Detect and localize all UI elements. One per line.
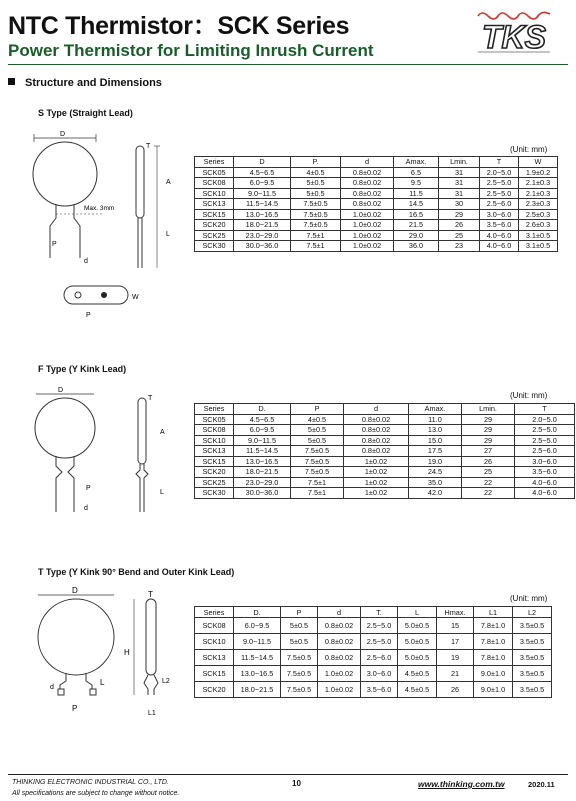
table-header-cell: Series — [195, 157, 234, 168]
s-dim-small-d-label: d — [84, 258, 88, 265]
table-cell: 3.0~6.0 — [361, 666, 398, 682]
table-cell: 6.0~9.5 — [234, 425, 291, 436]
table-cell: 1±0.02 — [344, 456, 409, 467]
table-cell: 5±0.5 — [291, 188, 341, 199]
table-cell: SCK25 — [195, 477, 234, 488]
table-row — [195, 230, 558, 241]
table-cell: 7.5±1 — [291, 477, 344, 488]
table-cell: 2.5~5.0 — [480, 178, 519, 189]
table-cell: 26 — [437, 682, 474, 698]
table-cell: SCK10 — [195, 435, 234, 446]
table-cell: 3.5±0.5 — [513, 650, 552, 666]
table-cell: 5.0±0.5 — [398, 634, 437, 650]
table-header-cell: L — [398, 607, 437, 618]
table-row — [195, 209, 558, 220]
table-header-cell: T — [515, 404, 575, 415]
section-heading-text: Structure and Dimensions — [25, 77, 162, 89]
t-dim-t-label: T — [148, 590, 153, 599]
t-type-table — [194, 606, 552, 698]
footer-date: 2020.11 — [528, 780, 555, 789]
table-cell: SCK15 — [195, 209, 234, 220]
table-cell: 1.0±0.02 — [318, 666, 361, 682]
table-cell: SCK08 — [195, 178, 234, 189]
table-cell: SCK13 — [195, 199, 234, 210]
table-header-row — [195, 157, 558, 168]
table-cell: 17 — [437, 634, 474, 650]
table-cell: 4±0.5 — [291, 414, 344, 425]
table-cell: SCK10 — [195, 188, 234, 199]
table-header-cell: Lmin. — [439, 157, 480, 168]
table-cell: 21 — [437, 666, 474, 682]
table-cell: 0.8±0.02 — [344, 435, 409, 446]
table-cell: 13.0~16.5 — [234, 209, 291, 220]
table-header-cell: Amax. — [409, 404, 462, 415]
table-cell: 7.8±1.0 — [474, 634, 513, 650]
f-dim-small-d-label: d — [84, 505, 88, 512]
table-cell: 4.5~6.5 — [234, 414, 291, 425]
table-cell: 27 — [462, 446, 515, 457]
f-type-unit: (Unit: mm) — [510, 391, 548, 400]
table-cell: 5.0±0.5 — [398, 650, 437, 666]
table-cell: SCK10 — [195, 634, 234, 650]
t-dim-small-d-label: d — [50, 684, 54, 691]
table-cell: 3.1±0.5 — [519, 241, 558, 252]
table-row — [195, 634, 552, 650]
table-cell: SCK15 — [195, 456, 234, 467]
table-cell: 4.0~6.0 — [515, 477, 575, 488]
table-header-cell: d — [344, 404, 409, 415]
table-cell: 3.5±0.5 — [513, 618, 552, 634]
table-cell: 9.0±1.0 — [474, 666, 513, 682]
table-cell: SCK20 — [195, 220, 234, 231]
footer-note: All specifications are subject to change without notice. — [12, 790, 180, 797]
table-cell: 2.5~6.0 — [480, 199, 519, 210]
bullet-square-icon — [8, 78, 15, 85]
table-cell: 30.0~36.0 — [234, 488, 291, 499]
table-cell: SCK13 — [195, 446, 234, 457]
t-dim-l-label: L — [100, 678, 105, 687]
table-cell: 29 — [462, 435, 515, 446]
table-header-cell: P — [281, 607, 318, 618]
s-dim-p2-label: P — [86, 312, 91, 319]
f-type-table-wrap — [194, 403, 575, 499]
table-cell: 7.5±1 — [291, 488, 344, 499]
section-heading — [8, 77, 162, 89]
table-header-cell: Series — [195, 607, 234, 618]
table-cell: 16.5 — [394, 209, 439, 220]
table-cell: 1.0±0.02 — [341, 241, 394, 252]
f-type-drawing — [28, 384, 188, 529]
table-cell: 0.8±0.02 — [341, 199, 394, 210]
table-cell: SCK30 — [195, 241, 234, 252]
table-row — [195, 456, 575, 467]
f-dim-p-label: P — [86, 485, 91, 492]
footer-website-link[interactable]: www.thinking.com.tw — [418, 779, 505, 789]
s-dim-p-label: P — [52, 241, 57, 248]
table-header-cell: T. — [361, 607, 398, 618]
table-cell: SCK20 — [195, 682, 234, 698]
table-cell: 4±0.5 — [291, 167, 341, 178]
table-cell: 4.0~6.0 — [480, 230, 519, 241]
table-header-cell: Amax. — [394, 157, 439, 168]
table-cell: 7.5±0.5 — [291, 199, 341, 210]
table-row — [195, 425, 575, 436]
table-cell: 3.5±0.5 — [513, 634, 552, 650]
table-cell: 29.0 — [394, 230, 439, 241]
table-cell: 26 — [462, 456, 515, 467]
table-cell: 35.0 — [409, 477, 462, 488]
table-cell: 22 — [462, 477, 515, 488]
table-row — [195, 618, 552, 634]
table-cell: 36.0 — [394, 241, 439, 252]
footer-company: THINKING ELECTRONIC INDUSTRIAL CO., LTD. — [12, 779, 169, 786]
table-cell: 0.8±0.02 — [341, 178, 394, 189]
t-type-table-wrap — [194, 606, 552, 698]
table-cell: 9.0~11.5 — [234, 188, 291, 199]
table-row — [195, 488, 575, 499]
table-header-cell: P. — [291, 157, 341, 168]
table-cell: 4.5±0.5 — [398, 666, 437, 682]
table-cell: 29 — [462, 425, 515, 436]
table-cell: 15 — [437, 618, 474, 634]
table-cell: 7.5±0.5 — [281, 666, 318, 682]
table-cell: 0.8±0.02 — [318, 634, 361, 650]
f-dim-l-label: L — [160, 489, 164, 496]
table-cell: 0.8±0.02 — [344, 446, 409, 457]
t-dim-l2-label: L2 — [162, 678, 170, 685]
table-header-cell: Hmax. — [437, 607, 474, 618]
table-cell: 2.0~5.0 — [515, 414, 575, 425]
table-header-cell: Series — [195, 404, 234, 415]
table-cell: 1±0.02 — [344, 467, 409, 478]
table-header-cell: P — [291, 404, 344, 415]
s-dim-l-label: L — [166, 231, 170, 238]
page-subtitle: Power Thermistor for Limiting Inrush Current — [8, 41, 374, 60]
table-row — [195, 178, 558, 189]
table-cell: 11.5~14.5 — [234, 199, 291, 210]
table-header-cell: D — [234, 157, 291, 168]
table-cell: 29 — [462, 414, 515, 425]
table-cell: 21.5 — [394, 220, 439, 231]
table-cell: 31 — [439, 167, 480, 178]
table-cell: 4.0~6.0 — [480, 241, 519, 252]
table-cell: 2.6±0.3 — [519, 220, 558, 231]
table-cell: 25 — [439, 230, 480, 241]
f-dim-a-label: A — [160, 429, 165, 436]
table-cell: SCK05 — [195, 167, 234, 178]
table-cell: 3.5~6.0 — [361, 682, 398, 698]
table-cell: 2.5~5.0 — [361, 618, 398, 634]
table-header-cell: L2 — [513, 607, 552, 618]
table-cell: 1.0±0.02 — [341, 209, 394, 220]
table-cell: 11.5 — [394, 188, 439, 199]
table-cell: 3.0~6.0 — [480, 209, 519, 220]
table-cell: SCK08 — [195, 425, 234, 436]
table-cell: SCK25 — [195, 230, 234, 241]
table-cell: 3.1±0.5 — [519, 230, 558, 241]
table-cell: 5±0.5 — [281, 618, 318, 634]
s-type-drawing — [28, 128, 198, 343]
table-cell: 13.0 — [409, 425, 462, 436]
table-header-cell: d — [318, 607, 361, 618]
s-dim-a-label: A — [166, 179, 171, 186]
table-cell: 19 — [437, 650, 474, 666]
table-header-cell: Lmin. — [462, 404, 515, 415]
table-cell: 2.5~5.0 — [515, 425, 575, 436]
table-cell: 18.0~21.5 — [234, 467, 291, 478]
table-cell: 2.5~5.0 — [480, 188, 519, 199]
table-cell: 1±0.02 — [344, 488, 409, 499]
table-cell: 29 — [439, 209, 480, 220]
f-dim-t-label: T — [148, 395, 153, 402]
table-cell: 7.5±1 — [291, 241, 341, 252]
table-cell: 5±0.5 — [291, 178, 341, 189]
table-cell: 14.5 — [394, 199, 439, 210]
t-dim-l1-label: L1 — [148, 710, 156, 717]
table-cell: SCK13 — [195, 650, 234, 666]
table-cell: 11.0 — [409, 414, 462, 425]
s-dim-w-label: W — [132, 294, 139, 301]
table-cell: 5±0.5 — [291, 435, 344, 446]
table-header-cell: D. — [234, 607, 281, 618]
table-cell: 2.5~6.0 — [515, 446, 575, 457]
table-cell: 6.0~9.5 — [234, 618, 281, 634]
table-header-row — [195, 404, 575, 415]
s-type-unit: (Unit: mm) — [510, 145, 548, 154]
table-cell: 4.0~6.0 — [515, 488, 575, 499]
table-cell: 7.5±0.5 — [291, 220, 341, 231]
t-dim-p-label: P — [72, 704, 78, 713]
s-type-table-wrap — [194, 156, 558, 252]
table-cell: 1.0±0.02 — [318, 682, 361, 698]
table-cell: 5±0.5 — [291, 425, 344, 436]
table-header-cell: D. — [234, 404, 291, 415]
table-cell: 7.5±0.5 — [281, 682, 318, 698]
table-cell: 2.5~5.0 — [361, 634, 398, 650]
table-row — [195, 414, 575, 425]
f-type-title: F Type (Y Kink Lead) — [38, 364, 127, 374]
table-cell: 7.5±0.5 — [281, 650, 318, 666]
table-cell: 9.0~11.5 — [234, 435, 291, 446]
page-title: NTC Thermistor：SCK Series — [8, 12, 350, 40]
table-cell: 11.5~14.5 — [234, 446, 291, 457]
table-row — [195, 682, 552, 698]
t-dim-d-label: D — [72, 586, 78, 595]
table-row — [195, 435, 575, 446]
table-cell: 2.1±0.3 — [519, 188, 558, 199]
table-cell: 7.5±0.5 — [291, 456, 344, 467]
table-cell: 7.8±1.0 — [474, 650, 513, 666]
footer-divider — [8, 774, 568, 775]
table-cell: 0.8±0.02 — [341, 167, 394, 178]
table-cell: 25 — [462, 467, 515, 478]
table-cell: 2.0~5.0 — [480, 167, 519, 178]
t-type-unit: (Unit: mm) — [510, 594, 548, 603]
table-cell: 4.5~6.5 — [234, 167, 291, 178]
table-header-cell: L1 — [474, 607, 513, 618]
table-row — [195, 666, 552, 682]
table-cell: 11.5~14.5 — [234, 650, 281, 666]
table-cell: 3.0~6.0 — [515, 456, 575, 467]
table-cell: 15.0 — [409, 435, 462, 446]
table-cell: 7.5±0.5 — [291, 209, 341, 220]
table-cell: 23.0~29.0 — [234, 477, 291, 488]
table-cell: 1±0.02 — [344, 477, 409, 488]
table-row — [195, 467, 575, 478]
table-header-cell: d — [341, 157, 394, 168]
table-header-cell: W — [519, 157, 558, 168]
table-cell: SCK30 — [195, 488, 234, 499]
table-cell: 2.3±0.3 — [519, 199, 558, 210]
table-cell: 13.0~16.5 — [234, 666, 281, 682]
table-cell: 2.1±0.3 — [519, 178, 558, 189]
table-row — [195, 241, 558, 252]
table-cell: 2.5±0.3 — [519, 209, 558, 220]
table-row — [195, 199, 558, 210]
table-cell: 18.0~21.5 — [234, 682, 281, 698]
table-cell: 6.0~9.5 — [234, 178, 291, 189]
table-cell: 30.0~36.0 — [234, 241, 291, 252]
table-header-cell: T — [480, 157, 519, 168]
table-header-row — [195, 607, 552, 618]
table-cell: 0.8±0.02 — [318, 618, 361, 634]
table-cell: 7.5±0.5 — [291, 446, 344, 457]
table-cell: 0.8±0.02 — [318, 650, 361, 666]
table-cell: SCK05 — [195, 414, 234, 425]
table-row — [195, 167, 558, 178]
table-cell: 7.8±1.0 — [474, 618, 513, 634]
f-type-table — [194, 403, 575, 499]
t-type-drawing — [28, 585, 188, 725]
table-cell: 3.5±0.5 — [513, 666, 552, 682]
table-cell: 6.5 — [394, 167, 439, 178]
table-cell: 31 — [439, 188, 480, 199]
table-cell: SCK20 — [195, 467, 234, 478]
table-cell: 3.5±0.5 — [513, 682, 552, 698]
s-dim-t-label: T — [146, 143, 151, 150]
table-cell: 3.5~6.0 — [480, 220, 519, 231]
s-dim-d-label: D — [60, 131, 66, 138]
f-dim-d-label: D — [58, 387, 64, 394]
s-type-title: S Type (Straight Lead) — [38, 108, 133, 118]
table-cell: 22 — [462, 488, 515, 499]
table-cell: 23 — [439, 241, 480, 252]
table-cell: 0.8±0.02 — [344, 414, 409, 425]
s-max3mm-label: Max. 3mm — [84, 205, 115, 212]
table-row — [195, 446, 575, 457]
table-cell: 19.0 — [409, 456, 462, 467]
table-row — [195, 188, 558, 199]
table-cell: 7.5±0.5 — [291, 467, 344, 478]
table-cell: 5±0.5 — [281, 634, 318, 650]
table-cell: 4.5±0.5 — [398, 682, 437, 698]
table-cell: 18.0~21.5 — [234, 220, 291, 231]
table-cell: 1.9±0.2 — [519, 167, 558, 178]
table-cell: 26 — [439, 220, 480, 231]
s-type-table — [194, 156, 558, 252]
table-cell: 2.5~5.0 — [515, 435, 575, 446]
table-cell: 13.0~16.5 — [234, 456, 291, 467]
table-cell: 42.0 — [409, 488, 462, 499]
company-logo — [474, 8, 554, 56]
page-number: 10 — [292, 779, 301, 788]
table-cell: 9.0±1.0 — [474, 682, 513, 698]
table-cell: 1.0±0.02 — [341, 220, 394, 231]
table-cell: 24.5 — [409, 467, 462, 478]
t-dim-h-label: H — [124, 648, 130, 657]
table-cell: 1.0±0.02 — [341, 230, 394, 241]
table-cell: 17.5 — [409, 446, 462, 457]
table-cell: 31 — [439, 178, 480, 189]
table-cell: 23.0~29.0 — [234, 230, 291, 241]
t-type-title: T Type (Y Kink 90° Bend and Outer Kink Lead) — [38, 567, 235, 577]
table-cell: 9.5 — [394, 178, 439, 189]
table-cell: 7.5±1 — [291, 230, 341, 241]
table-cell: 30 — [439, 199, 480, 210]
table-cell: 9.0~11.5 — [234, 634, 281, 650]
table-row — [195, 650, 552, 666]
table-cell: 0.8±0.02 — [344, 425, 409, 436]
table-row — [195, 220, 558, 231]
table-cell: SCK15 — [195, 666, 234, 682]
table-cell: 2.5~6.0 — [361, 650, 398, 666]
table-cell: 0.8±0.02 — [341, 188, 394, 199]
table-cell: 5.0±0.5 — [398, 618, 437, 634]
table-row — [195, 477, 575, 488]
table-cell: SCK08 — [195, 618, 234, 634]
table-cell: 3.5~6.0 — [515, 467, 575, 478]
header-divider — [8, 64, 568, 65]
logo-text: TKS — [482, 19, 546, 55]
